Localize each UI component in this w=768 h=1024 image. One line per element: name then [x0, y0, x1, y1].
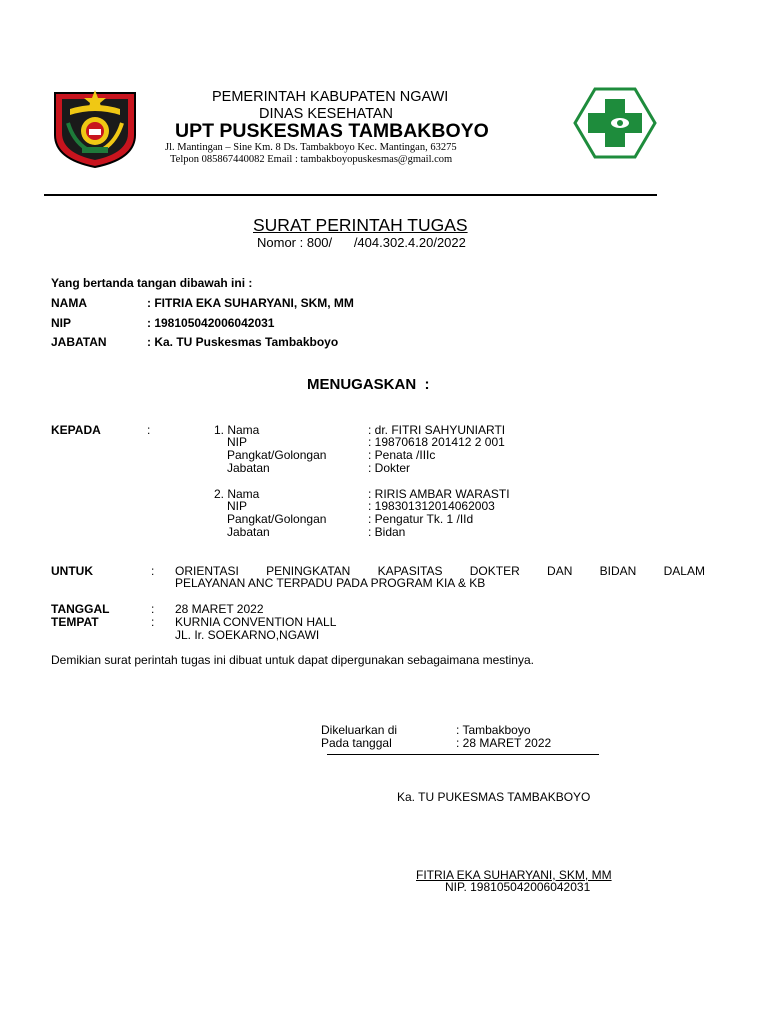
recipients-label: KEPADA: [51, 423, 101, 437]
purpose-word: DALAM: [663, 564, 705, 578]
intro-text: Yang bertanda tangan dibawah ini :: [51, 276, 253, 290]
recipient-1-nip-label: NIP: [227, 435, 248, 449]
recipient-2-nip-label: NIP: [227, 499, 248, 513]
venue-colon: :: [151, 615, 155, 629]
document-number: Nomor : 800/ /404.302.4.20/2022: [257, 235, 466, 250]
date-colon: :: [151, 602, 155, 616]
signer-position-value: : Ka. TU Puskesmas Tambakboyo: [147, 335, 339, 349]
issued-place-value: : Tambakboyo: [456, 723, 531, 737]
purpose-word: DOKTER: [469, 564, 520, 578]
recipient-1-name-value: : dr. FITRI SAHYUNIARTI: [368, 423, 506, 437]
recipient-2-name-label: 2. Nama: [214, 487, 260, 501]
issued-date-value: : 28 MARET 2022: [456, 736, 552, 750]
venue-label: TEMPAT: [51, 615, 99, 629]
recipient-1-nip-value: : 19870618 201412 2 001: [368, 435, 505, 449]
recipient-2-nip-value: : 198301312014062003: [368, 499, 495, 513]
recipient-1-rank-label: Pangkat/Golongan: [227, 448, 327, 462]
header-institution: UPT PUSKESMAS TAMBAKBOYO: [175, 120, 489, 142]
purpose-line-2: PELAYANAN ANC TERPADU PADA PROGRAM KIA & KB: [175, 576, 486, 590]
purpose-word: DAN: [547, 564, 573, 578]
recipient-2-name-value: : RIRIS AMBAR WARASTI: [368, 487, 510, 501]
signer-office: Ka. TU PUKESMAS TAMBAKBOYO: [397, 790, 591, 804]
recipient-2-position-value: : Bidan: [368, 525, 406, 539]
signer-printed-nip: NIP. 198105042006042031: [445, 880, 591, 894]
purpose-word: ORIENTASI: [175, 564, 239, 578]
header-contact: Telpon 085867440082 Email : tambakboyopuskesmas@gmail.com: [170, 154, 453, 165]
issued-place-label: Dikeluarkan di: [321, 723, 398, 737]
recipient-2-rank-value: : Pengatur Tk. 1 /IId: [368, 512, 474, 526]
purpose-word: KAPASITAS: [377, 564, 443, 578]
recipient-2-rank-label: Pangkat/Golongan: [227, 512, 327, 526]
issued-date-label: Pada tanggal: [321, 736, 392, 750]
recipient-1-position-label: Jabatan: [227, 461, 270, 475]
signer-name-value: : FITRIA EKA SUHARYANI, SKM, MM: [147, 296, 354, 310]
purpose-word: PENINGKATAN: [266, 564, 351, 578]
purpose-word: BIDAN: [599, 564, 637, 578]
header-divider: [44, 194, 657, 196]
signer-printed-name: FITRIA EKA SUHARYANI, SKM, MM: [416, 868, 612, 882]
venue-value: KURNIA CONVENTION HALL: [175, 615, 337, 629]
puskesmas-logo: [573, 87, 657, 159]
closing-statement: Demikian surat perintah tugas ini dibuat untuk dapat dipergunakan sebagaimana mestinya.: [51, 653, 534, 667]
header-address: Jl. Mantingan – Sine Km. 8 Ds. Tambakboyo Kec. Mantingan, 63275: [165, 142, 457, 153]
signer-name-label: NAMA: [51, 296, 87, 310]
header-department: DINAS KESEHATAN: [259, 106, 394, 122]
purpose-label: UNTUK: [51, 564, 93, 578]
venue-address: JL. Ir. SOEKARNO,NGAWI: [175, 628, 320, 642]
signer-nip-value: : 198105042006042031: [147, 316, 275, 330]
recipient-2-position-label: Jabatan: [227, 525, 270, 539]
signer-nip-label: NIP: [51, 316, 72, 330]
assignment-heading: MENUGASKAN :: [307, 376, 430, 393]
document-title: SURAT PERINTAH TUGAS: [253, 215, 468, 235]
date-label: TANGGAL: [51, 602, 110, 616]
signer-position-label: JABATAN: [51, 335, 107, 349]
recipient-1-position-value: : Dokter: [368, 461, 411, 475]
header-government: PEMERINTAH KABUPATEN NGAWI: [212, 89, 449, 105]
purpose-colon: :: [151, 564, 155, 578]
recipient-1-name-label: 1. Nama: [214, 423, 260, 437]
issued-underline: [327, 754, 599, 755]
regency-crest-logo: [52, 87, 138, 169]
recipients-colon: :: [147, 423, 151, 437]
recipient-1-rank-value: : Penata /IIIc: [368, 448, 436, 462]
date-value: 28 MARET 2022: [175, 602, 264, 616]
